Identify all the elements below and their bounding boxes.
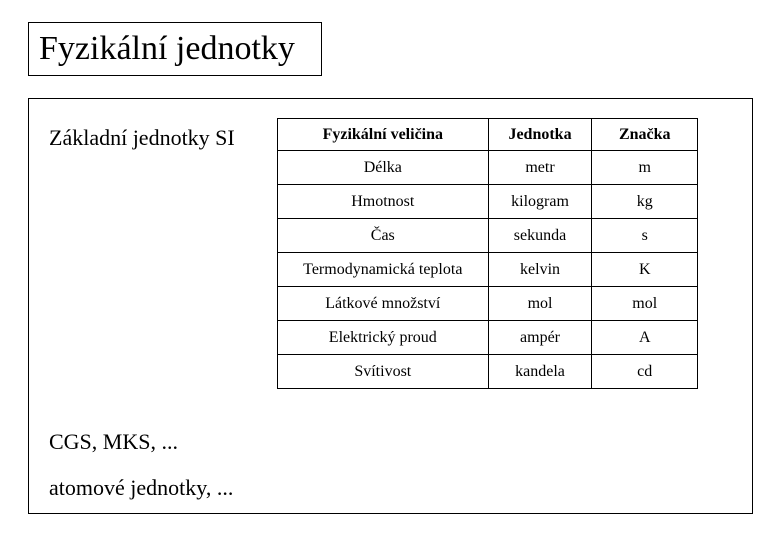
cell-unit: kilogram xyxy=(488,185,592,219)
table-row xyxy=(278,253,698,287)
header-unit: Jednotka xyxy=(488,119,592,151)
cell-quantity: Délka xyxy=(278,151,489,185)
atomic-units-text: atomové jednotky, ... xyxy=(49,475,234,500)
cell-unit: metr xyxy=(488,151,592,185)
content-frame xyxy=(28,98,753,514)
cell-unit: kandela xyxy=(488,355,592,389)
slide-title xyxy=(28,22,322,76)
cell-symbol: mol xyxy=(592,287,698,321)
cell-quantity: Látkové množství xyxy=(278,287,489,321)
cell-unit: ampér xyxy=(488,321,592,355)
table-header-row xyxy=(278,119,698,151)
cell-unit: kelvin xyxy=(488,253,592,287)
cell-unit: mol xyxy=(488,287,592,321)
cell-symbol: m xyxy=(592,151,698,185)
table-row xyxy=(278,219,698,253)
cell-quantity: Termodynamická teplota xyxy=(278,253,489,287)
si-units-label: Základní jednotky SI xyxy=(49,125,235,150)
cell-quantity: Svítivost xyxy=(278,355,489,389)
slide-title-text: Fyzikální jednotky xyxy=(39,30,295,67)
cell-quantity: Čas xyxy=(278,219,489,253)
cell-symbol: kg xyxy=(592,185,698,219)
cell-symbol: K xyxy=(592,253,698,287)
cell-quantity: Elektrický proud xyxy=(278,321,489,355)
table-row xyxy=(278,151,698,185)
cell-unit: sekunda xyxy=(488,219,592,253)
table-row xyxy=(278,287,698,321)
table-row xyxy=(278,321,698,355)
table-row xyxy=(278,185,698,219)
table-row xyxy=(278,355,698,389)
cell-symbol: A xyxy=(592,321,698,355)
cell-symbol: cd xyxy=(592,355,698,389)
header-symbol: Značka xyxy=(592,119,698,151)
cell-quantity: Hmotnost xyxy=(278,185,489,219)
si-units-table xyxy=(277,118,698,389)
header-quantity: Fyzikální veličina xyxy=(278,119,489,151)
unit-systems-text: CGS, MKS, ... xyxy=(49,429,178,454)
cell-symbol: s xyxy=(592,219,698,253)
